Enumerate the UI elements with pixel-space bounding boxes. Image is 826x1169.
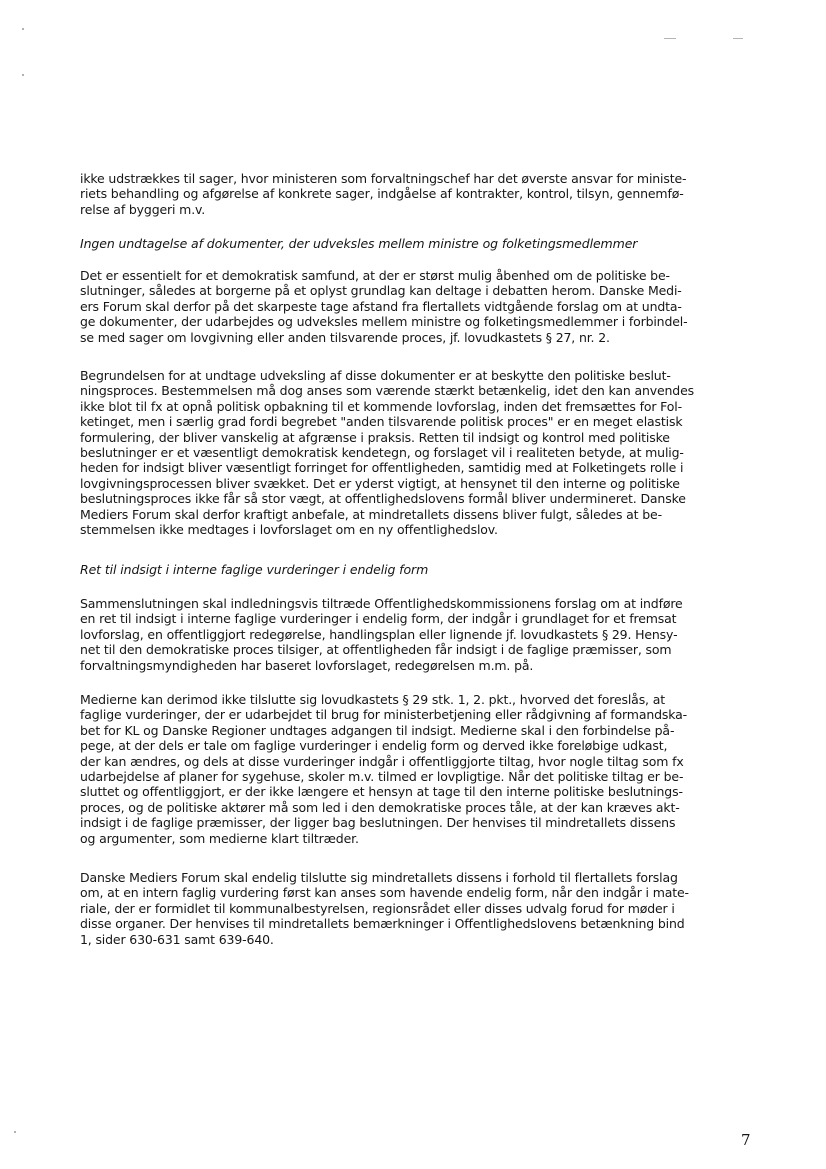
text-line: om, at en intern faglig vurdering først kan anses som havende endelig form, når den indgår i mate- (80, 885, 689, 901)
text-line: beslutningsproces ikke får så stor vægt, at offentlighedslovens formål bliver undermineret. Danske (80, 491, 686, 507)
text-line: 1, sider 630-631 samt 639-640. (80, 931, 274, 947)
scan-speck (22, 74, 24, 76)
text-line: slutninger, således at borgerne på et oplyst grundlag kan deltage i debatten herom. Danske Medi- (80, 283, 682, 299)
text-line: stemmelsen ikke medtages i lovforslaget om en ny offentlighedslov. (80, 522, 498, 538)
text-line: en ret til indsigt i interne faglige vurderinger i endelig form, der indgår i grundlaget for et fremsat (80, 611, 677, 627)
text-line: Begrundelsen for at undtage udveksling af disse dokumenter er at beskytte den politiske beslut- (80, 368, 671, 383)
text-line: ningsproces. Bestemmelsen må dog anses som værende stærkt betænkelig, idet den kan anvendes (80, 383, 694, 399)
text-line: forvaltningsmyndigheden har baseret lovforslaget, redegørelsen m.m. på. (80, 657, 534, 673)
text-line: lovgivningsprocessen bliver svækket. Det er yderst vigtigt, at hensynet til den interne og politiske (80, 475, 680, 491)
text-line: net til den demokratiske proces tilsiger, at offentligheden får indsigt i de faglige præmisser, som (80, 642, 672, 658)
text-line: Sammenslutningen skal indledningsvis tiltræde Offentlighedskommissionens forslag om at indføre (80, 596, 683, 611)
text-line: faglige vurderinger, der er udarbejdet til brug for ministerbetjening eller rådgivning af formandska- (80, 707, 687, 723)
text-line: disse organer. Der henvises til mindretallets bemærkninger i Offentlighedslovens betænkning bind (80, 916, 685, 932)
text-line: proces, og de politiske aktører må som led i den demokratiske proces tåle, at der kan kræves akt- (80, 799, 680, 815)
text-line: Danske Mediers Forum skal endelig tilslutte sig mindretallets dissens i forhold til flertallets forslag (80, 870, 678, 885)
text-line: sluttet og offentliggjort, er der ikke længere et hensyn at tage til den interne politiske beslutnings- (80, 784, 683, 800)
text-line: udarbejdelse af planer for sygehuse, skoler m.v. tilmed er lovpligtige. Når det politiske tiltag er be- (80, 769, 684, 785)
text-line: formulering, der bliver vanskelig at afgrænse i praksis. Retten til indsigt og kontrol med politiske (80, 429, 670, 445)
text-line: se med sager om lovgivning eller anden tilsvarende proces, jf. lovudkastets § 27, nr. 2. (80, 329, 610, 345)
paragraph-1 (80, 171, 760, 217)
text-line: Medierne kan derimod ikke tilslutte sig lovudkastets § 29 stk. 1, 2. pkt., hvorved det foreslås, at (80, 692, 665, 707)
text-line: pege, at der dels er tale om faglige vurderinger i endelig form og derved ikke foreløbige udkast, (80, 738, 668, 754)
text-line: og argumenter, som medierne klart tiltræder. (80, 830, 359, 846)
text-line: ketinget, men i særlig grad fordi begrebet "anden tilsvarende politisk proces" er en meget elastisk (80, 414, 683, 430)
text-line: riale, der er formidlet til kommunalbestyrelsen, regionsrådet eller disses udvalg forud for møder i (80, 900, 675, 916)
text-line: lovforslag, en offentliggjort redegørelse, handlingsplan eller lignende jf. lovudkastets § 29. Hensy- (80, 626, 678, 642)
text-line: ikke blot til fx at opnå politisk opbakning til et kommende lovforslag, inden det fremsættes for Fol- (80, 398, 682, 414)
text-line: indsigt i de faglige præmisser, der ligger bag beslutningen. Der henvises til mindretallets dissens (80, 815, 676, 831)
text-line: riets behandling og afgørelse af konkrete sager, indgåelse af kontrakter, kontrol, tilsyn, gennemfø- (80, 186, 684, 202)
text-line: Det er essentielt for et demokratisk samfund, at der er størst mulig åbenhed om de politiske be- (80, 268, 670, 283)
text-line: relse af byggeri m.v. (80, 201, 206, 217)
paragraph-3 (80, 368, 760, 537)
section-heading-2: Ret til indsigt i interne faglige vurderinger i endelig form (80, 562, 429, 577)
text-line: der kan ændres, og dels at disse vurderinger indgår i offentliggjorte tiltag, hvor nogle tiltag som fx (80, 753, 684, 769)
scan-mark (664, 38, 676, 39)
text-line: heden for indsigt bliver væsentligt forringet for offentligheden, samtidig med at Folketingets rolle i (80, 460, 684, 476)
paragraph-6 (80, 870, 760, 947)
text-line: Mediers Forum skal derfor kraftigt anbefale, at mindretallets dissens bliver fulgt, således at be- (80, 506, 662, 522)
text-line: beslutninger er et væsentligt demokratisk kendetegn, og forslaget vil i realiteten betyde, at mulig- (80, 445, 684, 461)
scan-mark (733, 38, 743, 39)
text-line: bet for KL og Danske Regioner undtages adgangen til indsigt. Medierne skal i den forbindelse på- (80, 722, 675, 738)
paragraph-4 (80, 596, 760, 673)
paragraph-2 (80, 268, 760, 345)
scan-speck (14, 1131, 16, 1133)
scan-speck (22, 28, 24, 30)
paragraph-5 (80, 692, 760, 846)
page-number: 7 (741, 1131, 751, 1149)
section-heading-1: Ingen undtagelse af dokumenter, der udveksles mellem ministre og folketingsmedlemmer (80, 236, 638, 251)
text-line: ikke udstrækkes til sager, hvor ministeren som forvaltningschef har det øverste ansvar for ministe- (80, 171, 687, 186)
text-line: ge dokumenter, der udarbejdes og udveksles mellem ministre og folketingsmedlemmer i forbindel- (80, 314, 688, 330)
text-line: ers Forum skal derfor på det skarpeste tage afstand fra flertallets vidtgående forslag om at undta- (80, 298, 682, 314)
